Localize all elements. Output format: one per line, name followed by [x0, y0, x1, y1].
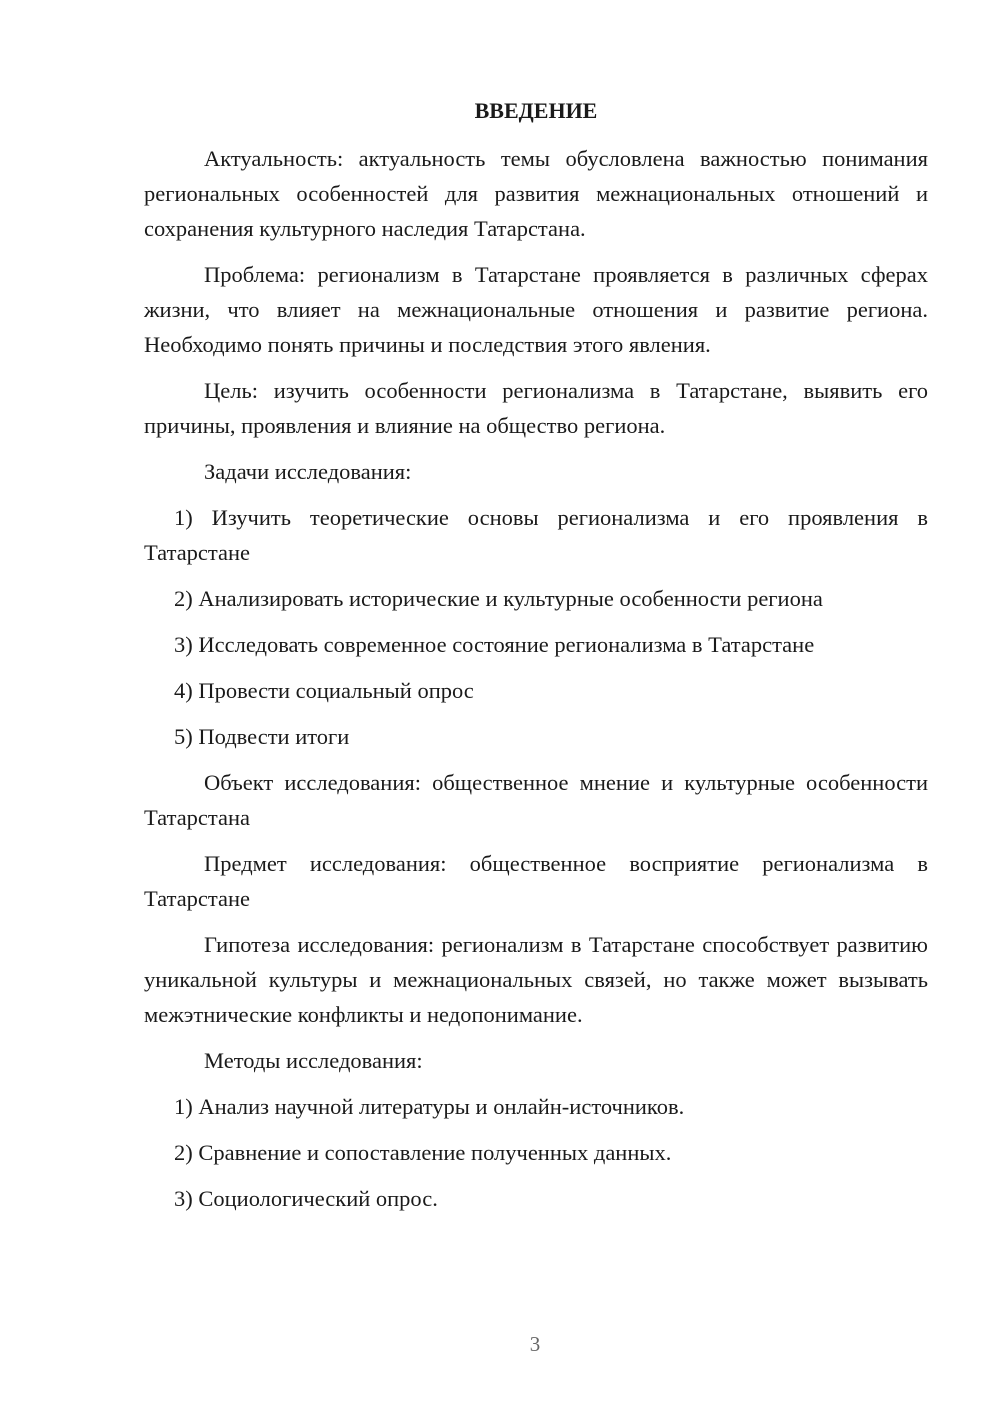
section-heading: ВВЕДЕНИЕ — [474, 98, 598, 123]
task-item: 4) Провести социальный опрос — [174, 678, 474, 703]
document-body — [144, 96, 928, 1227]
methods-title: Методы исследования: — [204, 1048, 423, 1073]
hypothesis-paragraph: Гипотеза исследования: регионализм в Татарстане способствует развитию уникальной культуры и межнациональных связей, но также может вызывать межэтнические конфликты и недопонимание. — [144, 932, 928, 1027]
tasks-title: Задачи исследования: — [204, 459, 412, 484]
method-item: 1) Анализ научной литературы и онлайн-источников. — [174, 1094, 685, 1119]
goal-paragraph: Цель: изучить особенности регионализма в Татарстане, выявить его причины, проявления и влияние на общество региона. — [144, 378, 928, 438]
task-item: 3) Исследовать современное состояние регионализма в Татарстане — [174, 632, 815, 657]
task-item: 2) Анализировать исторические и культурные особенности региона — [174, 586, 823, 611]
problem-paragraph: Проблема: регионализм в Татарстане проявляется в различных сферах жизни, что влияет на межнациональные отношения и развитие региона. Необходимо понять причины и последствия этого явления. — [144, 262, 928, 357]
task-item: 5) Подвести итоги — [174, 724, 350, 749]
method-item: 2) Сравнение и сопоставление полученных данных. — [174, 1140, 672, 1165]
task-item: 1) Изучить теоретические основы регионализма и его проявления в Татарстане — [144, 505, 928, 565]
relevance-paragraph: Актуальность: актуальность темы обусловлена важностью понимания региональных особенностей для развития межнациональных отношений и сохранения культурного наследия Татарстана. — [144, 146, 928, 241]
subject-paragraph: Предмет исследования: общественное восприятие регионализма в Татарстане — [144, 851, 928, 911]
method-item: 3) Социологический опрос. — [174, 1186, 438, 1211]
object-paragraph: Объект исследования: общественное мнение и культурные особенности Татарстана — [144, 770, 928, 830]
page-number: 3 — [529, 1332, 541, 1356]
